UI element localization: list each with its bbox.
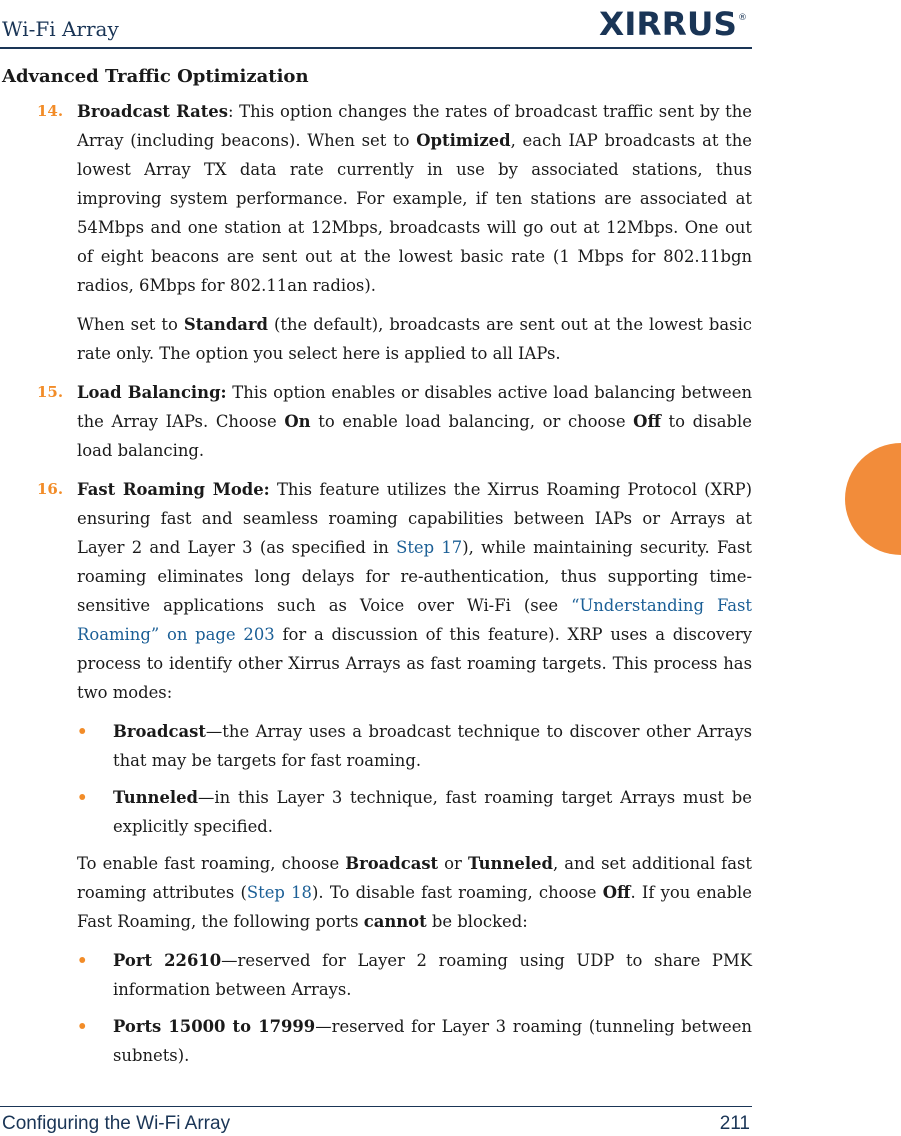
bullet-term: Port 22610 [113, 951, 222, 970]
footer-rule [0, 1106, 752, 1107]
step-paragraph: Load Balancing: This option enables or disables active load balancing between the Array IAPs. Choose On to enable load balancing, or choose Off to disable load balancing. [77, 383, 752, 460]
step-number: 14. [37, 102, 64, 120]
bullet-ports-15000-17999: • Ports 15000 to 17999—reserved for Layer 3 roaming (tunneling between subnets). [77, 1012, 752, 1070]
content-body [37, 97, 753, 1078]
chapter-tab-marker [845, 443, 901, 555]
option-optimized: Optimized [416, 131, 511, 150]
bullet-broadcast: • Broadcast—the Array uses a broadcast technique to discover other Arrays that may be targets for fast roaming. [77, 717, 752, 775]
option-off: Off [633, 412, 661, 431]
link-understanding-fast-roaming[interactable]: “Understanding Fast Roaming” on page 203 [77, 596, 752, 644]
step-paragraph: Fast Roaming Mode: This feature utilizes the Xirrus Roaming Protocol (XRP) ensuring fast and seamless roaming capabilities between IAPs or Arrays at Layer 2 and Layer 3 (as specified in Step 17), while maintaining security. Fast roaming eliminates long delays for re-authentication, thus supporting time-sensitive applications such as Voice over Wi-Fi (see “Understanding Fast Roaming” on page 203 for a discussion of this feature). XRP uses a discovery process to identify other Xirrus Arrays as fast roaming targets. This process has two modes: [77, 480, 753, 702]
link-step-18[interactable]: Step 18 [246, 883, 312, 902]
logo-wordmark: XIRRUS [599, 6, 737, 40]
bullet-icon: • [77, 722, 88, 741]
link-step-17[interactable]: Step 17 [396, 538, 463, 557]
step-14-note: When set to Standard (the default), broadcasts are sent out at the lowest basic rate only. The option you select here is applied to all IAPs. [77, 315, 752, 363]
step-term: Broadcast Rates [77, 102, 228, 121]
step-15 [37, 378, 752, 465]
xirrus-logo [599, 6, 747, 40]
header-rule [0, 47, 752, 49]
step-term: Fast Roaming Mode: [77, 480, 270, 499]
page-number: 211 [719, 1113, 750, 1134]
option-on: On [284, 412, 311, 431]
bullet-term: Broadcast [113, 722, 206, 741]
footer-chapter-title: Configuring the Wi-Fi Array [2, 1113, 231, 1134]
running-header-title: Wi-Fi Array [2, 17, 119, 41]
logo-registered-mark: ® [738, 13, 747, 23]
emphasis-cannot: cannot [363, 912, 427, 931]
bullet-port-22610: • Port 22610—reserved for Layer 2 roaming using UDP to share PMK information between Arrays. [77, 946, 752, 1004]
step-16 [37, 475, 753, 707]
option-standard: Standard [183, 315, 268, 334]
bullet-icon: • [77, 1017, 88, 1036]
step-number: 16. [37, 480, 64, 498]
bullet-tunneled: • Tunneled—in this Layer 3 technique, fast roaming target Arrays must be explicitly specified. [77, 783, 752, 841]
bullet-term: Tunneled [113, 788, 198, 807]
option-tunneled: Tunneled [467, 854, 553, 873]
bullet-icon: • [77, 788, 88, 807]
step-number: 15. [37, 383, 64, 401]
step-14 [37, 97, 753, 300]
step-paragraph: Broadcast Rates: This option changes the rates of broadcast traffic sent by the Array (including beacons). When set to Optimized, each IAP broadcasts at the lowest Array TX data rate currently in use by associated stations, thus improving system performance. For example, if ten stations are associated at 54Mbps and one station at 12Mbps, broadcasts will go out at 12Mbps. One out of eight beacons are sent out at the lowest basic rate (1 Mbps for 802.11bgn radios, 6Mbps for 802.11an radios). [77, 102, 753, 295]
fast-roaming-instructions: To enable fast roaming, choose Broadcast or Tunneled, and set additional fast roaming attributes (Step 18). To disable fast roaming, choose Off. If you enable Fast Roaming, the following ports cannot be blocked: [77, 854, 753, 931]
option-off: Off [602, 883, 631, 902]
step-term: Load Balancing: [77, 383, 227, 402]
section-heading: Advanced Traffic Optimization [2, 66, 309, 87]
bullet-icon: • [77, 951, 88, 970]
option-broadcast: Broadcast [345, 854, 439, 873]
bullet-term: Ports 15000 to 17999 [113, 1017, 316, 1036]
